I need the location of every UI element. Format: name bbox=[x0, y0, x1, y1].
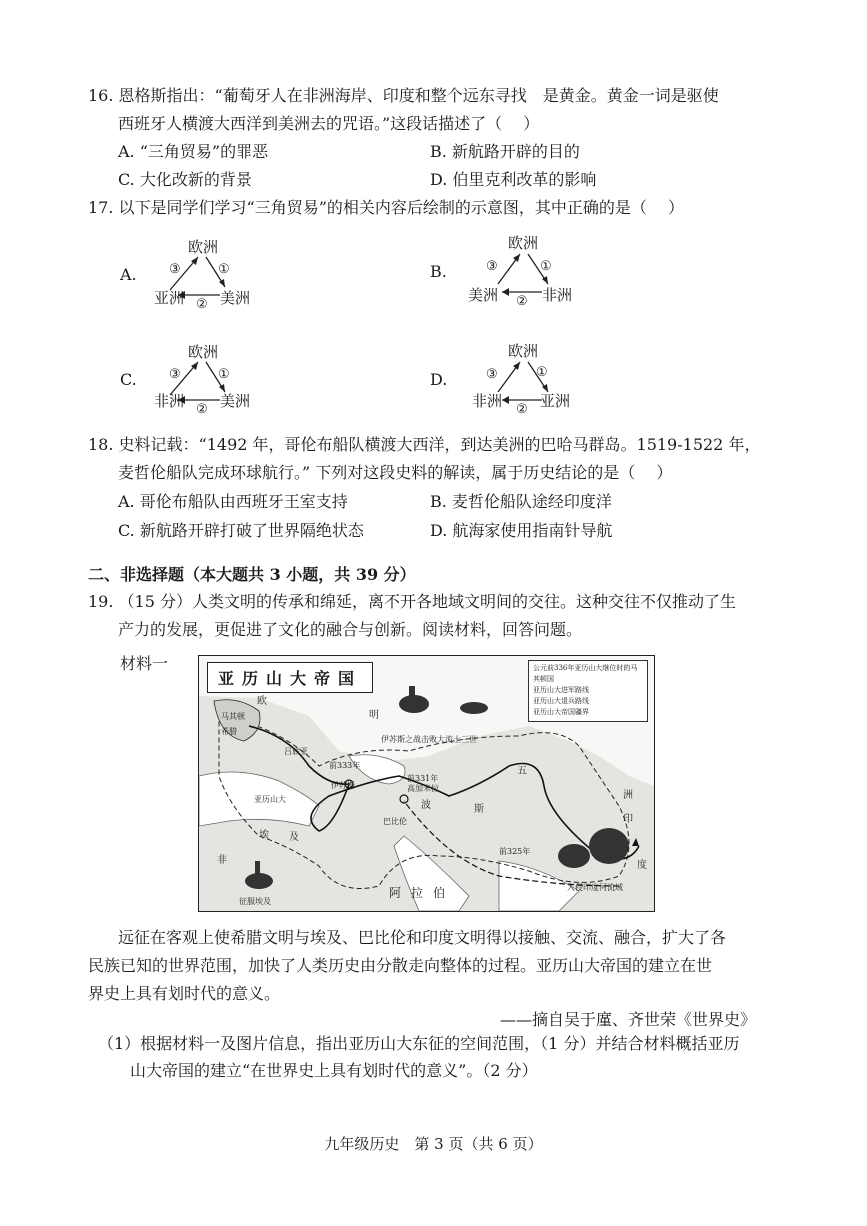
node-left: 非洲 bbox=[472, 392, 503, 410]
label-3: ③ bbox=[486, 259, 498, 274]
label-persia-2: 斯 bbox=[474, 804, 484, 815]
label-zhou: 洲 bbox=[623, 790, 633, 801]
node-left: 非洲 bbox=[154, 392, 185, 410]
q17-diagram-b[interactable] bbox=[430, 232, 580, 322]
label-egypt-2: 及 bbox=[289, 832, 299, 843]
node-right: 亚洲 bbox=[540, 392, 571, 410]
q17-diagram-a[interactable] bbox=[120, 235, 270, 325]
label-macedonia: 马其顿 bbox=[221, 712, 245, 721]
label-1: ① bbox=[218, 262, 230, 277]
node-left: 美洲 bbox=[468, 286, 499, 304]
section-title: 二、非选择题（本大题共 3 小题，共 39 分） bbox=[88, 565, 416, 584]
diagram-letter: A. bbox=[120, 265, 137, 284]
passage-line3: 界史上具有划时代的意义。 bbox=[88, 984, 281, 1003]
node-right: 美洲 bbox=[220, 392, 251, 410]
diagram-letter: C. bbox=[120, 370, 137, 389]
q18-option-a[interactable]: A. 哥伦布船队由西班牙王室支持 bbox=[118, 492, 348, 511]
q16-stem-line1: 16. 恩格斯指出：“葡萄牙人在非洲海岸、印度和整个远东寻找 是黄金。黄金一词是驱使 bbox=[88, 86, 719, 105]
label-gaugamela: 高加米拉 bbox=[407, 784, 439, 793]
node-top: 欧洲 bbox=[508, 342, 539, 360]
passage-line1: 远征在客观上使希腊文明与埃及、巴比伦和印度文明得以接触、交流、融合，扩大了各 bbox=[118, 928, 727, 947]
q17-diagram-d[interactable] bbox=[430, 340, 580, 430]
legend-item-boundary: 亚历山大帝国疆界 bbox=[533, 708, 589, 716]
diagram-letter: D. bbox=[430, 370, 448, 389]
triangle-arrows-icon bbox=[430, 340, 580, 430]
page-footer: 九年级历史 第 3 页（共 6 页） bbox=[324, 1135, 543, 1153]
label-persia-1: 波 bbox=[421, 800, 431, 811]
q16-option-c[interactable]: C. 大化改新的背景 bbox=[118, 170, 252, 189]
q17-stem: 17. 以下是同学们学习“三角贸易”的相关内容后绘制的示意图，其中正确的是（ ） bbox=[88, 198, 684, 217]
node-left: 亚洲 bbox=[154, 289, 185, 307]
node-top: 欧洲 bbox=[508, 234, 539, 252]
label-3: ③ bbox=[169, 262, 181, 277]
caption-issus-battle: 伊苏斯之战击败大流士三世 bbox=[381, 735, 477, 744]
label-arabia: 阿拉伯 bbox=[389, 886, 456, 900]
q16-option-d[interactable]: D. 伯里克利改革的影响 bbox=[430, 170, 597, 189]
alexander-empire-map bbox=[198, 655, 655, 912]
q18-option-d[interactable]: D. 航海家使用指南针导航 bbox=[430, 521, 613, 540]
q18-option-b[interactable]: B. 麦哲伦船队途经印度洋 bbox=[430, 492, 612, 511]
q19-sub1-line2: 山大帝国的建立“在世界史上具有划时代的意义”。（2 分） bbox=[130, 1061, 538, 1080]
label-gaugamela-year: 前331年 bbox=[407, 774, 439, 783]
q18-stem-line2: 麦哲伦船队完成环球航行。” 下列对这段史料的解读，属于历史结论的是（ ） bbox=[118, 463, 673, 482]
q17-diagram-c[interactable] bbox=[120, 340, 270, 430]
label-1: ① bbox=[540, 259, 552, 274]
label-1: ① bbox=[218, 367, 230, 382]
label-ming: 明 bbox=[369, 710, 379, 721]
q18-stem-line1: 18. 史料记载：“1492 年，哥伦布船队横渡大西洋，到达美洲的巴哈马群岛。1519-1522 年， bbox=[88, 435, 761, 454]
q19-sub1-line1: （1）根据材料一及图片信息，指出亚历山大东征的空间范围，（1 分）并结合材料概括亚历 bbox=[98, 1034, 740, 1053]
map-title: 亚历山大帝国 bbox=[207, 662, 373, 693]
label-east: 五 bbox=[517, 766, 527, 777]
q16-option-b[interactable]: B. 新航路开辟的目的 bbox=[430, 142, 580, 161]
q19-stem-line2: 产力的发展，更促进了文化的融合与创新。阅读材料，回答问题。 bbox=[118, 620, 583, 639]
label-lydia: 吕底亚 bbox=[284, 747, 308, 756]
label-3: ③ bbox=[169, 367, 181, 382]
q18-option-c[interactable]: C. 新航路开辟打破了世界隔绝状态 bbox=[118, 521, 364, 540]
caption-india: 入侵印度河流域 bbox=[567, 883, 623, 892]
passage-source: ——摘自吴于廑、齐世荣《世界史》 bbox=[500, 1010, 757, 1029]
node-right: 美洲 bbox=[220, 289, 251, 307]
q16-stem-line2: 西班牙人横渡大西洋到美洲去的咒语。”这段话描述了（ ） bbox=[118, 114, 540, 133]
label-issus: 伊苏斯 bbox=[331, 781, 355, 790]
label-india-2: 度 bbox=[637, 860, 647, 871]
map-legend bbox=[528, 660, 648, 722]
legend-item-advance: 亚历山大进军路线 bbox=[533, 686, 589, 694]
q16-option-a[interactable]: A. “三角贸易”的罪恶 bbox=[118, 142, 269, 161]
material-label: 材料一 bbox=[120, 654, 169, 673]
legend-item-retreat: 亚历山大退兵路线 bbox=[533, 697, 589, 705]
label-2: ② bbox=[196, 297, 208, 312]
label-issus-year: 前333年 bbox=[329, 761, 361, 770]
legend-item-macedonia: 公元前336年亚历山大继位时的马其顿国 bbox=[533, 664, 638, 683]
node-right: 非洲 bbox=[542, 286, 573, 304]
label-2: ② bbox=[516, 294, 528, 309]
label-babylon: 巴比伦 bbox=[383, 817, 407, 826]
diagram-letter: B. bbox=[430, 262, 447, 281]
label-europe: 欧 bbox=[257, 696, 267, 707]
triangle-arrows-icon bbox=[430, 232, 580, 322]
label-325-bc: 前325年 bbox=[499, 847, 531, 856]
q19-stem-line1: 19. （15 分）人类文明的传承和绵延，离不开各地域文明间的交往。这种交往不仅推动了生 bbox=[88, 592, 736, 611]
label-alexandria: 亚历山大 bbox=[254, 795, 286, 804]
label-1: ① bbox=[536, 365, 548, 380]
label-egypt-1: 埃 bbox=[259, 830, 269, 841]
label-2: ② bbox=[516, 402, 528, 417]
label-3: ③ bbox=[486, 367, 498, 382]
label-greece: 希腊 bbox=[221, 727, 237, 736]
label-india-1: 印 bbox=[623, 814, 633, 825]
label-2: ② bbox=[196, 402, 208, 417]
node-top: 欧洲 bbox=[188, 238, 219, 256]
caption-egypt: 征服埃及 bbox=[239, 897, 271, 906]
passage-line2: 民族已知的世界范围，加快了人类历史由分散走向整体的过程。亚历山大帝国的建立在世 bbox=[88, 956, 713, 975]
node-top: 欧洲 bbox=[188, 343, 219, 361]
label-africa: 非 bbox=[217, 855, 227, 866]
